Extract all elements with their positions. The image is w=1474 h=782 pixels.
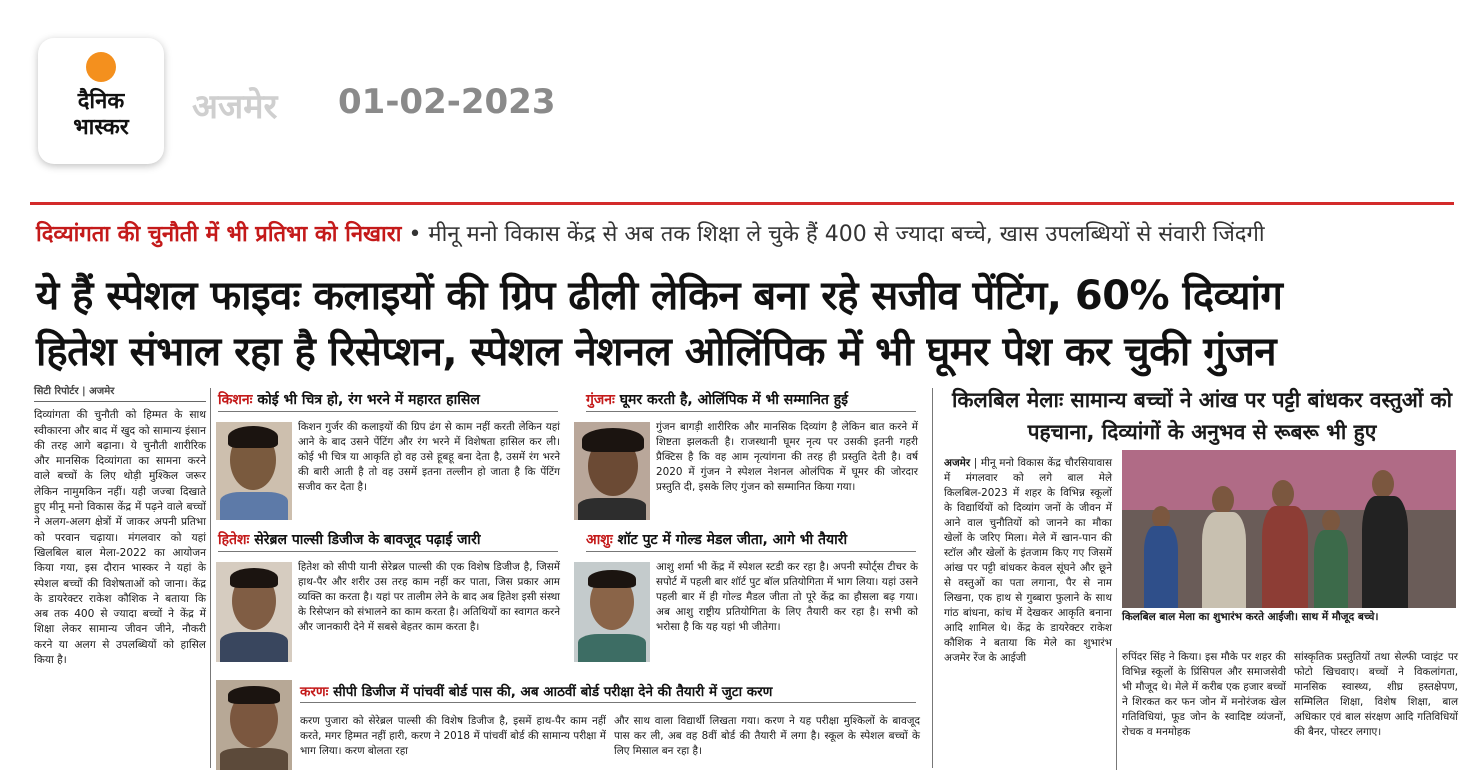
gunjan-name: गुंजनः	[586, 392, 615, 408]
ashu-text: आशु शर्मा भी केंद्र में स्पेशल स्टडी कर रहा है। अपनी स्पोर्ट्स टीचर के सपोर्ट में पहली बार शॉर्ट पुट बॉल प्रतियोगिता में भाग लिया। यहां उसने पहली बार में ही गोल्ड मैडल जीता तो पूरे केंद्र का हौसला बढ़ गया। अब आशु राष्ट्रीय प्रतियोगिता के लिए तैयारी कर रहा है। सभी को भरोसा है कि यह यहां भी जीतेगा।	[656, 561, 918, 633]
logo-text-line2: भास्कर	[73, 115, 129, 140]
karan-title: सीपी डिजीज में पांचवीं बोर्ड पास की, अब आठवीं बोर्ड परीक्षा देने की तैयारी में जुटा करण	[328, 684, 773, 700]
hitesh-text: हितेश को सीपी यानी सेरेब्रल पाल्सी की एक विशेष डिजीज है, जिसमें हाथ-पैर और शरीर उस तरह काम नहीं कर पाता, जिस प्रकार आम व्यक्ति का करता है। यहां पर तालीम लेने के बाद अब हितेश इसी संस्था के रिसेप्शन को संभालने का काम करता है। अतिथियों का स्वागत करने और जानकारी देने में सबसे बेहतर काम करता है।	[298, 561, 560, 633]
top-divider	[30, 202, 1454, 205]
karan-heading	[300, 682, 916, 703]
mela-photo	[1122, 450, 1456, 608]
column-divider	[210, 388, 211, 768]
kishan-photo	[216, 422, 292, 520]
mela-column-a	[944, 456, 1112, 666]
kishan-name: किशनः	[218, 392, 253, 408]
karan-name: करणः	[300, 684, 329, 700]
mela-headline: किलबिल मेलाः सामान्य बच्चों ने आंख पर पट्टी बांधकर वस्तुओं को पहचाना, दिव्यांगों के अनुभव से रूबरू भी हुए	[951, 388, 1453, 444]
gunjan-title: घूमर करती है, ओलिंपिक में भी सम्मानित हुई	[614, 392, 849, 408]
ashu-heading	[586, 530, 916, 552]
kishan-heading	[218, 390, 558, 412]
kishan-text: किशन गुर्जर की कलाइयों की ग्रिप ढंग से काम नहीं करती लेकिन यहां आने के बाद उसने पेंटिंग और रंग भरने में विशेषता हासिल कर ली। कोई भी चित्र या आकृति हो वह उसे हूबहू बना देता है, उसमें रंग भरने की बारी आती है तो वह उसमें इतना तल्लीन हो जाता है कि पेंटिंग सजीव कर देता है।	[298, 421, 560, 493]
kishan-title: कोई भी चित्र हो, रंग भरने में महारत हासिल	[252, 392, 480, 408]
hitesh-title: सेरेब्रल पाल्सी डिजीज के बावजूद पढ़ाई जारी	[249, 532, 481, 548]
intro-column	[34, 384, 206, 774]
byline: सिटी रिपोर्टर | अजमेर	[34, 384, 206, 402]
karan-photo	[216, 680, 292, 770]
gunjan-heading	[586, 390, 916, 412]
ashu-name: आशुः	[586, 532, 613, 548]
karan-text-part1: करण पुजारा को सेरेब्रल पाल्सी की विशेष डिजीज है, इसमें हाथ-पैर काम नहीं करते, मगर हिम्मत नहीं हारी, करण ने 2018 में पांचवीं बोर्ड की सामान्य परीक्षा में भाग लिया। करण बोलता रहा	[300, 715, 606, 757]
edition-date: 01-02-2023	[338, 82, 556, 122]
gunjan-text: गुंजन बागड़ी शारीरिक और मानसिक दिव्यांग है लेकिन बात करने में शिष्टता झलकती है। राजस्थानी घूमर नृत्य पर उसकी इतनी गहरी प्रैक्टिस है कि वह आम नृत्यांगना की तरह ही प्रस्तुति देती है। वर्ष 2020 में गुंजन ने स्पेशल नेशनल ओलंपिक में घूमर की जोरदार प्रस्तुति दी, इसके लिए गुंजन को सम्मानित किया गया।	[656, 421, 918, 493]
dainik-bhaskar-logo	[38, 38, 164, 164]
karan-text-part2: और साथ वाला विद्यार्थी लिखता गया। करण ने यह परीक्षा मुश्किलों के बावजूद पास कर ली, अब वह 8वीं बोर्ड की तैयारी में लगा है। स्कूल के स्पेशल बच्चों के लिए मिसाल बन रहा है।	[614, 715, 920, 757]
main-headline-line2: हितेश संभाल रहा है रिसेप्शन, स्पेशल नेशनल ओलिंपिक में भी घूमर पेश कर चुकी गुंजन	[36, 329, 1277, 375]
intro-text: दिव्यांगता की चुनौती को हिम्मत के साथ स्वीकारना और बाद में खुद को सामान्य इंसान की तरह आगे बढ़ाना। ये चुनौती शारीरिक और मानसिक दिव्यांगता का सामना करने वाले बच्चों के लिए थोड़ी मुश्किल जरूर लेकिन नामुमकिन नहीं। यही जज्बा दिखाते हुए मीनू मनो विकास केंद्र में पढ़ने वाले बच्चों ने अलग-अलग क्षेत्रों में जाकर अपनी प्रतिभा को परवान चढ़ाया। मंगलवार को यहां खिलबिल बाल मेला-2022 का आयोजन किया गया, इस दौरान भास्कर ने यहां के स्पेशल बच्चों की विशेषताओं को जाना। केंद्र के डायरेक्टर राकेश कौशिक ने बताया कि अब तक 400 से ज्यादा बच्चों ने केंद्र में शिक्षा लेकर सामान्य जीवन जीने, नौकरी करने या अलग से उपलब्धियों को हासिल किया है।	[34, 409, 206, 667]
mela-photo-caption: किलबिल बाल मेला का शुभारंभ करते आईजी। साथ में मौजूद बच्चे।	[1122, 611, 1379, 623]
mela-dateline: अजमेर	[944, 457, 971, 469]
hitesh-name: हितेशः	[218, 532, 250, 548]
gunjan-photo	[574, 422, 650, 520]
mela-column-b: रुपिंदर सिंह ने किया। इस मौके पर शहर की विभिन्न स्कूलों के प्रिंसिपल और समाजसेवी भी मौजूद थे। मेले में करीब एक हजार बच्चों ने शिरकत कर फन जोन में मनोरंजक खेल गतिविधियां, फूड जोन के स्वादिष्ट व्यंजनों, रोचक व मनमोहक	[1122, 651, 1286, 738]
ashu-title: शॉट पुट में गोल्ड मेडल जीता, आगे भी तैयारी	[612, 532, 848, 548]
mela-column-divider	[1116, 648, 1117, 770]
ashu-photo	[574, 562, 650, 662]
mela-text-a: | मीनू मनो विकास केंद्र चौरसियावास में मंगलवार को लगे बाल मेले किलबिल-2023 में शहर के विभिन्न स्कूलों के विद्यार्थियों को दिव्यांग जनों के जीवन में आने वाल चुनौतियों को जानने का मौका खेलों के जरिए मिला। मेले में खान-पान की स्टॉल और खेलों के इंतजाम किए गए जिसमें आंख पर पट्टी बांधकर केवल सूंघने और छूने से वस्तुओं का पता लगाना, पैर से नाम लिखना, एक हाथ से गुब्बारा फुलाने के साथ गांठ बांधना, कांच में देखकर आकृति बनाना आदि शामिल थे। केंद्र के डायरेक्टर राकेश कौशिक ने बताया कि मेले का शुभारंभ अजमेर रेंज के आईजी	[944, 457, 1112, 664]
kicker-rest: • मीनू मनो विकास केंद्र से अब तक शिक्षा ले चुके हैं 400 से ज्यादा बच्चे, खास उपलब्धियों से संवारी जिंदगी	[401, 222, 1265, 247]
logo-text-line1: दैनिक	[77, 89, 125, 114]
column-divider-right	[932, 388, 933, 768]
main-headline-line1: ये हैं स्पेशल फाइवः कलाइयों की ग्रिप ढीली लेकिन बना रहे सजीव पेंटिंग, 60% दिव्यांग	[36, 273, 1283, 319]
hitesh-heading	[218, 530, 558, 552]
edition-city: अजमेर	[192, 87, 278, 127]
kicker-line	[36, 218, 1456, 248]
kicker-highlight: दिव्यांगता की चुनौती में भी प्रतिभा को निखारा	[36, 222, 402, 247]
sun-logo-icon	[86, 52, 116, 82]
hitesh-photo	[216, 562, 292, 662]
mela-column-c: सांस्कृतिक प्रस्तुतियों तथा सेल्फी प्वाइंट पर फोटो खिचवाए। बच्चों ने विकलांगता, मानसिक स्वास्थ्य, शीघ्र हस्तक्षेपण, सम्मिलित शिक्षा, विशेष शिक्षा, बाल अधिकार एवं बाल संरक्षण आदि गतिविधियों की बैनर, पोस्टर लगाए।	[1294, 651, 1458, 738]
